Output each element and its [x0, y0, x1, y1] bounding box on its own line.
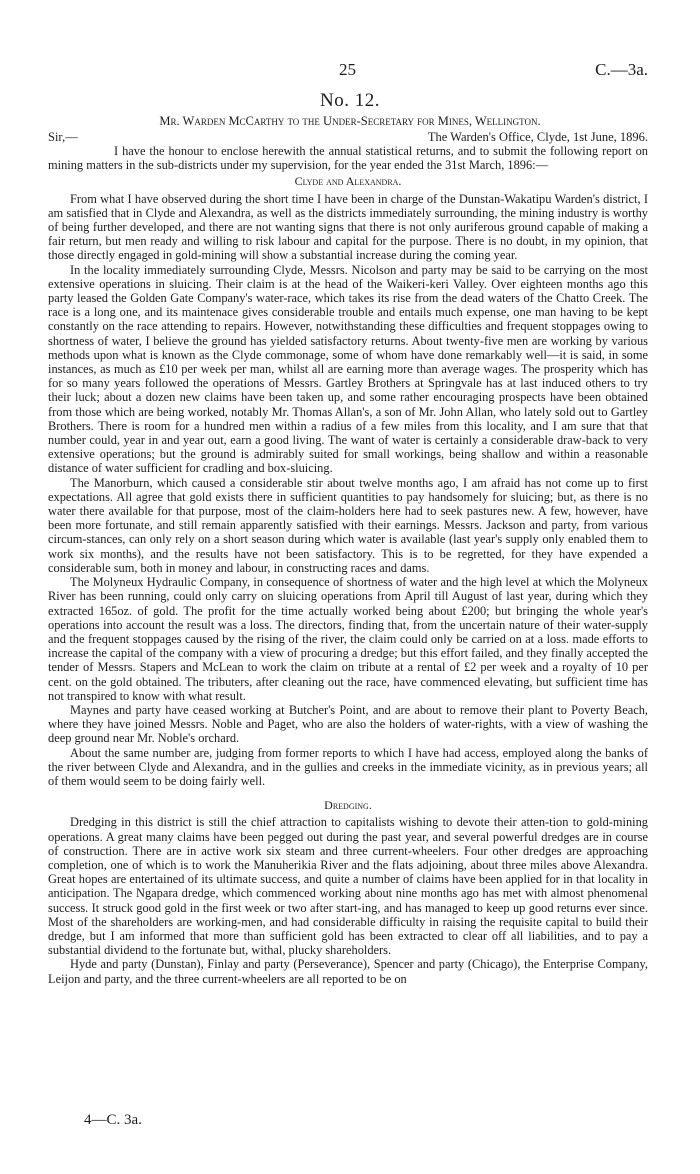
paragraph: Hyde and party (Dunstan), Finlay and party (Perseverance), Spencer and party (Chicago), the Enterprise Company, Leijon and party, and the three current-wheelers are all reported to be on [48, 957, 648, 986]
paragraph: About the same number are, judging from former reports to which I have had access, employed along the banks of the river between Clyde and Alexandra, and in the gullies and creeks in the immediate vicinity, as in previous years; all of them would seem to be doing fairly well. [48, 745, 648, 788]
paragraph: From what I have observed during the short time I have been in charge of the Dunstan-Wakatipu Warden's district, I am satisfied that in Clyde and Alexandra, as well as the districts immediately surrounding, the mining industry is worthy of being further developed, and there are not wanting signs that there is not only auriferous ground capable of making a fair return, but men ready and willing to risk labour and capital for the purpose. There is no doubt, in my opinion, that those directly engaged in gold-mining will show a substantial increase during the coming year. [48, 191, 648, 263]
intro-paragraph: I have the honour to enclose herewith the annual statistical returns, and to submit the following report on mining matters in the sub-districts under my supervision, for the year ended the 31st March, 1896:— [48, 144, 648, 173]
document-title: No. 12. [320, 90, 380, 111]
section-heading-clyde-alexandra: Clyde and Alexandra. [294, 174, 402, 189]
letter-body [48, 144, 648, 986]
series-code: C.—3a. [595, 60, 648, 79]
paragraph: The Molyneux Hydraulic Company, in consequence of shortness of water and the high level at which the Molyneux River has been running, could only carry on sluicing operations from April till August of last year, during which they extracted 165oz. of gold. The profit for the time actually worked being about £200; but bringing the whole year's operations into account the result was a loss. The directors, finding that, from the uncertain nature of their water-supply and the frequent stoppages caused by the rising of the river, the claim could only be carried on at a loss. made efforts to increase the capital of the company with a view of procuring a dredge; but this effort failed, and they finally accepted the tender of Messrs. Stapers and McLean to work the claim on tribute at a rental of £2 per week and a royalty of 10 per cent. on the gold obtained. The tributers, after cleaning out the race, have commenced elevating, but sufficient time has not transpired to know with what result. [48, 575, 648, 703]
paragraph: Maynes and party have ceased working at Butcher's Point, and are about to remove their plant to Poverty Beach, where they have joined Messrs. Noble and Paget, who are also the holders of water-rights, with a view of washing the deep ground near Mr. Noble's orchard. [48, 702, 648, 746]
paragraph: Dredging in this district is still the chief attraction to capitalists wishing to devote their atten-tion to gold-mining operations. A great many claims have been pegged out during the past year, and several powerful dredges are in course of construction. There are in active work six steam and three current-wheelers. Four other dredges are approaching completion, one of which is to work the Manuherikia River and the flats adjoining, about three miles above Alexandra. Great hopes are entertained of its ultimate success, and quite a number of claims have been applied for in that locality in anticipation. The Ngapara dredge, which commenced working about nine months ago has met with almost phenomenal success. It struck good gold in the first week or two after start-ing, and has managed to keep up good returns ever since. Most of the shareholders are working-men, and had considerable difficulty in raising the requisite capital to build their dredge, but I am informed that more than sufficient gold has been extracted to clear off all liabilities, and to pay a substantial dividend to the fortunate but, withal, plucky shareholders. [48, 815, 648, 958]
paragraph: The Manorburn, which caused a considerable stir about twelve months ago, I am afraid has not come up to first expectations. All agree that gold exists there in sufficient quantities to pay handsomely for sluicing; but, as there is no water there available for that purpose, most of the claim-holders here had to seek pastures new. A few, however, have been more fortunate, and still remain apparently satisfied with their earnings. Messrs. Jackson and party, from various circum-stances, can only rely on a short season during which water is available (last year's supply only enabled them to work six months), and the results have not been satisfactory. This is to be regretted, for they have expended a considerable sum, both in money and labour, in constructing races and dams. [48, 475, 648, 575]
salutation: Sir,— [48, 130, 78, 144]
letter-heading: Mr. Warden McCarthy to the Under-Secretary for Mines, Wellington. [159, 114, 541, 128]
section-heading-dredging: Dredging. [324, 798, 372, 813]
page-number: 25 [339, 60, 356, 79]
office-and-date: The Warden's Office, Clyde, 1st June, 1896. [427, 130, 648, 144]
signature-code: 4—C. 3a. [84, 1112, 142, 1128]
paragraph: In the locality immediately surrounding Clyde, Messrs. Nicolson and party may be said to be carrying on the most extensive operations in sluicing. Their claim is at the head of the Waikeri-keri Valley. Over eighteen months ago this party leased the Golden Gate Company's water-race, which takes its rise from the dead waters of the Chatto Creek. The race is a long one, and its maintenace gives considerable trouble and entails much expense, one man having to be kept constantly on the race attending to repairs. However, notwithstanding these difficulties and frequent stoppages owing to shortness of water, I believe the ground has yielded satisfactory returns. About twenty-five men are working by various methods upon what is known as the Clyde commonage, some of whom have done remarkably well—it is said, in some instances, as much as £10 per week per man, whilst all are earning more than average wages. The prosperity which has for so many years followed the operations of Messrs. Gartley Brothers at Springvale has at last induced others to try their luck; about a dozen new claims have been taken up, and some rather encouraging prospects have been obtained from those which are being worked, notably Mr. Thomas Allan's, a son of Mr. John Allan, who lately sold out to Gartley Brothers. There is room for a hundred men within a radius of a few miles from this locality, and I am sure that that number could, year in and year out, earn a good living. The want of water is certainly a considerable draw-back to very extensive operations; but the ground is admirably suited for small workings, being shallow and within a reasonable distance of water sufficient for cradling and box-sluicing. [48, 262, 648, 476]
